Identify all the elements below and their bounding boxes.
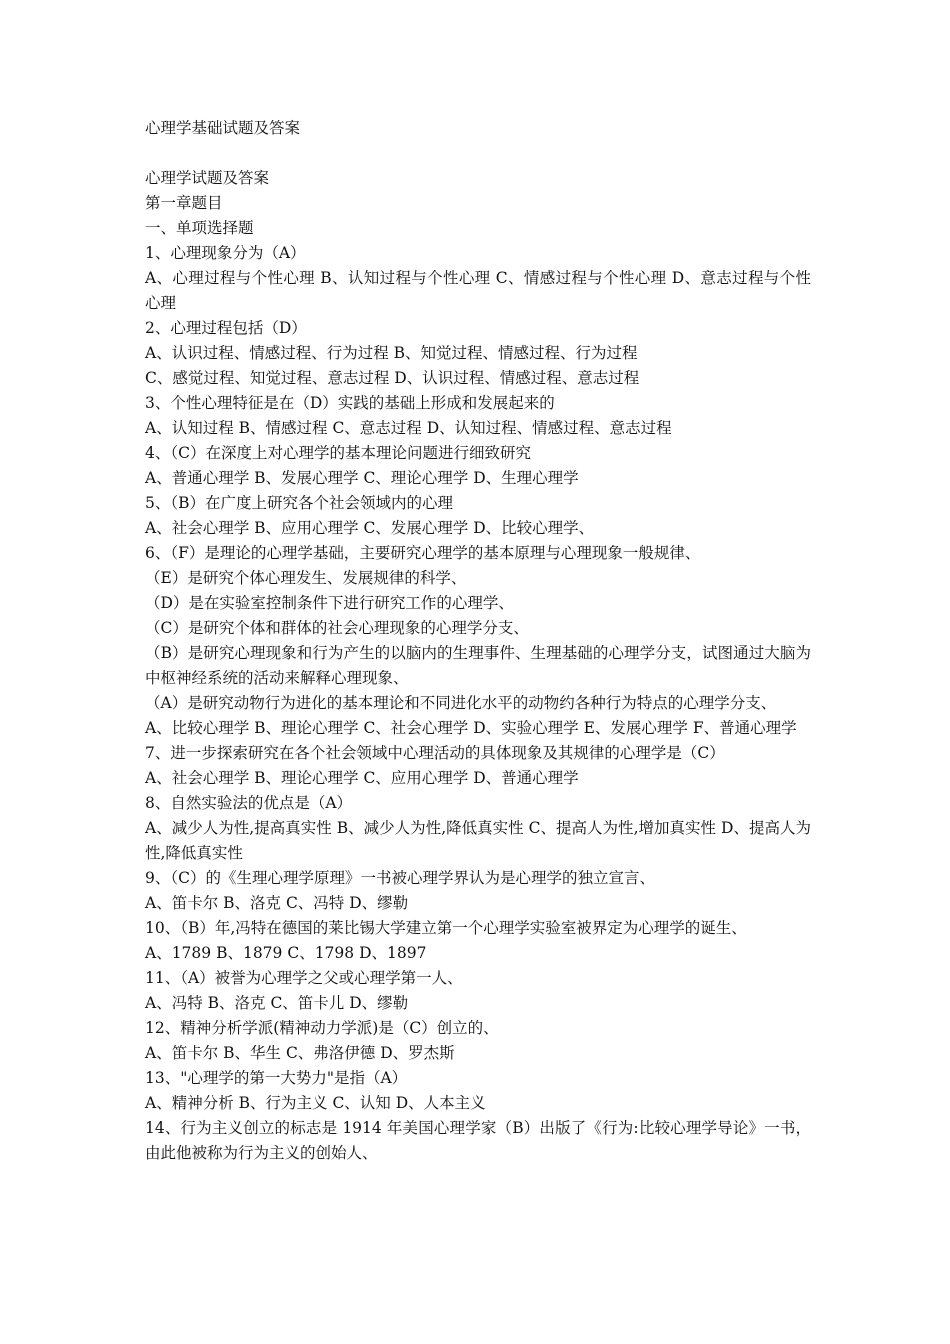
chapter-heading: 第一章题目 — [145, 194, 223, 212]
question-line: 13、"心理学的第一大势力"是指（A） — [145, 1069, 408, 1087]
question-line: 3、个性心理特征是在（D）实践的基础上形成和发展起来的 — [145, 394, 555, 412]
options-line: A、笛卡尔 B、华生 C、弗洛伊德 D、罗杰斯 — [145, 1044, 455, 1062]
question-line: 12、精神分析学派(精神动力学派)是（C）创立的、 — [145, 1019, 499, 1037]
question-line: 10、（B）年,冯特在德国的莱比锡大学建立第一个心理学实验室被界定为心理学的诞生、 — [145, 919, 747, 937]
question-line: 2、心理过程包括（D） — [145, 319, 307, 337]
options-line: C、感觉过程、知觉过程、意志过程 D、认识过程、情感过程、意志过程 — [145, 369, 640, 387]
options-line: A、精神分析 B、行为主义 C、认知 D、人本主义 — [145, 1094, 486, 1112]
options-line: A、比较心理学 B、理论心理学 C、社会心理学 D、实验心理学 E、发展心理学 F、普通心理学 — [145, 719, 797, 737]
question-line: 7、进一步探索研究在各个社会领域中心理活动的具体现象及其规律的心理学是（C） — [145, 744, 725, 762]
question-line: 8、自然实验法的优点是（A） — [145, 794, 353, 812]
options-line: A、1789 B、1879 C、1798 D、1897 — [145, 944, 427, 962]
options-line: A、认识过程、情感过程、行为过程 B、知觉过程、情感过程、行为过程 — [145, 344, 638, 362]
options-line: A、普通心理学 B、发展心理学 C、理论心理学 D、生理心理学 — [145, 469, 579, 487]
question-line: 11、（A）被誉为心理学之父或心理学第一人、 — [145, 969, 463, 987]
question-line: （D）是在实验室控制条件下进行研究工作的心理学、 — [145, 594, 514, 612]
options-line: A、减少人为性,提高真实性 B、减少人为性,降低真实性 C、提高人为性,增加真实性 D、提高人为性,降低真实性 — [145, 819, 811, 862]
options-line: A、社会心理学 B、理论心理学 C、应用心理学 D、普通心理学 — [145, 769, 579, 787]
question-line: 1、心理现象分为（A） — [145, 244, 306, 262]
question-line: （E）是研究个体心理发生、发展规律的科学、 — [145, 569, 467, 587]
document-body — [145, 166, 811, 1166]
options-line: A、冯特 B、洛克 C、笛卡儿 D、缪勒 — [145, 994, 409, 1012]
options-line: A、认知过程 B、情感过程 C、意志过程 D、认知过程、情感过程、意志过程 — [145, 419, 672, 437]
question-line: （A）是研究动物行为进化的基本理论和不同进化水平的动物约各种行为特点的心理学分支、 — [145, 694, 777, 712]
section-title: 心理学试题及答案 — [145, 169, 270, 187]
question-line: 5、（B）在广度上研究各个社会领域内的心理 — [145, 494, 454, 512]
section-heading: 一、单项选择题 — [145, 219, 254, 237]
options-line: A、笛卡尔 B、洛克 C、冯特 D、缪勒 — [145, 894, 409, 912]
question-line: （B）是研究心理现象和行为产生的以脑内的生理事件、生理基础的心理学分支，试图通过大脑为中枢神经系统的活动来解释心理现象、 — [145, 644, 811, 687]
question-line: （C）是研究个体和群体的社会心理现象的心理学分支、 — [145, 619, 529, 637]
document-title: 心理学基础试题及答案 — [145, 119, 301, 137]
options-line: A、社会心理学 B、应用心理学 C、发展心理学 D、比较心理学、 — [145, 519, 595, 537]
question-line: 9、（C）的《生理心理学原理》一书被心理学界认为是心理学的独立宣言、 — [145, 869, 655, 887]
question-line: 4、（C）在深度上对心理学的基本理论问题进行细致研究 — [145, 444, 531, 462]
options-line: A、心理过程与个性心理 B、认知过程与个性心理 C、情感过程与个性心理 D、意志过程与个性心理 — [145, 269, 811, 312]
question-line: 6、（F）是理论的心理学基础，主要研究心理学的基本原理与心理现象一般规律、 — [145, 544, 701, 562]
question-line: 14、行为主义创立的标志是 1914 年美国心理学家（B）出版了《行为:比较心理学导论》一书，由此他被称为行为主义的创始人、 — [145, 1119, 811, 1162]
